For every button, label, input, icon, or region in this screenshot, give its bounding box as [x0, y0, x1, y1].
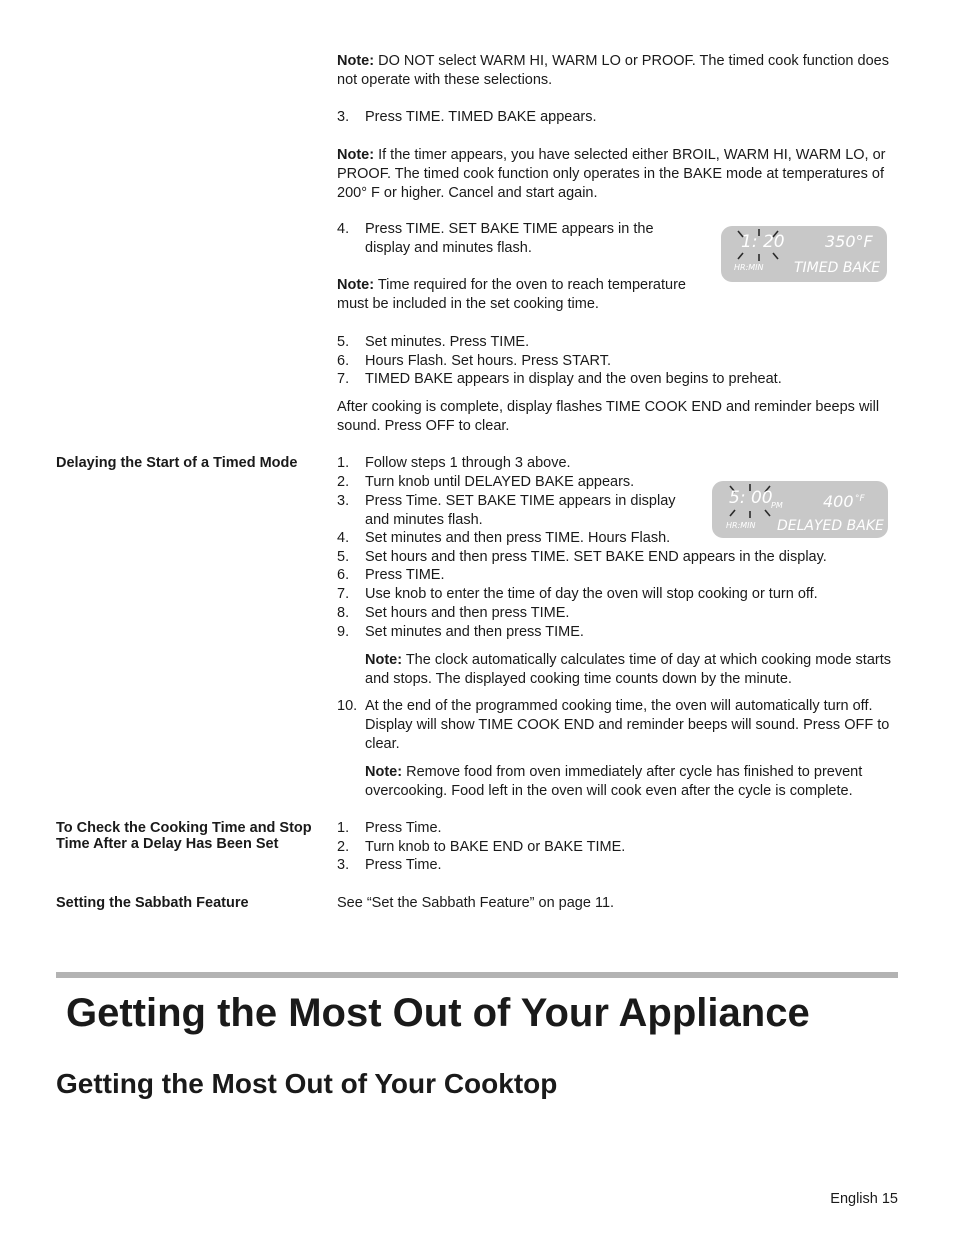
step-number: 4.	[337, 221, 350, 237]
heading-sabbath-feature: Setting the Sabbath Feature	[56, 895, 249, 911]
display-mode: TIMED BAKE	[794, 260, 881, 276]
note-text: Time required for the oven to reach temperature must be included in the set cooking time.	[337, 277, 686, 312]
step-text: Press TIME. SET BAKE TIME appears in the display and minutes flash.	[365, 221, 654, 256]
step-number: 9.	[337, 624, 350, 640]
note-warm-proof	[337, 52, 899, 90]
step-number: 7.	[337, 586, 350, 602]
step-number: 2.	[337, 839, 350, 855]
step-number: 1.	[337, 455, 350, 471]
section-title: Getting the Most Out of Your Appliance	[66, 991, 810, 1035]
step-text: Press Time.	[365, 857, 442, 873]
step-text: TIMED BAKE appears in display and the oven begins to preheat.	[365, 371, 782, 387]
step-text: Follow steps 1 through 3 above.	[365, 455, 571, 471]
step-number: 10.	[337, 698, 358, 714]
section-divider	[56, 972, 898, 978]
page-footer: English 15	[830, 1191, 898, 1207]
step-number: 7.	[337, 371, 350, 387]
oven-display-delayed-bake	[712, 481, 888, 538]
display-time: 5: 00	[729, 488, 773, 508]
step-text: Hours Flash. Set hours. Press START.	[365, 353, 612, 369]
step-text: Turn knob to BAKE END or BAKE TIME.	[365, 839, 626, 855]
oven-display-timed-bake	[721, 226, 887, 282]
note-text: The clock automatically calculates time of day at which cooking mode starts and stops. The displayed cooking time counts down by the minute.	[365, 652, 891, 687]
note-clock-calculates	[365, 651, 899, 689]
step-number: 3.	[337, 857, 350, 873]
display-pm: PM	[771, 501, 783, 510]
note-remove-food	[365, 763, 899, 801]
step-text: Set minutes and then press TIME. Hours Flash.	[365, 530, 671, 546]
display-time: 1: 20	[741, 232, 785, 252]
step-text: Set hours and then press TIME. SET BAKE END appears in the display.	[365, 549, 827, 565]
step-number: 6.	[337, 353, 350, 369]
note-text: Remove food from oven immediately after cycle has finished to prevent overcooking. Food left in the oven will cook even after the cycle is complete.	[365, 764, 863, 799]
step-text: Press Time.	[365, 820, 442, 836]
step-text: At the end of the programmed cooking time, the oven will automatically turn off. Display will show TIME COOK END and reminder beeps will sound. Press OFF to clear.	[365, 698, 890, 752]
display-unit: HR:MIN	[734, 263, 764, 272]
subsection-title: Getting the Most Out of Your Cooktop	[56, 1068, 558, 1099]
note-preheat-time	[337, 276, 697, 314]
note-label: Note:	[337, 277, 375, 293]
display-degree: °F	[855, 494, 865, 504]
step-text: Press Time. SET BAKE TIME appears in display and minutes flash.	[365, 493, 676, 528]
step-text: Set minutes. Press TIME.	[365, 334, 530, 350]
step-text: Press TIME. TIMED BAKE appears.	[365, 109, 597, 125]
step-number: 3.	[337, 493, 350, 509]
note-label: Note:	[337, 53, 375, 69]
step-text: Set hours and then press TIME.	[365, 605, 570, 621]
after-cooking-paragraph: After cooking is complete, display flashes TIME COOK END and reminder beeps will sound. Press OFF to clear.	[337, 399, 880, 434]
step-text: Use knob to enter the time of day the oven will stop cooking or turn off.	[365, 586, 818, 602]
note-text: If the timer appears, you have selected either BROIL, WARM HI, WARM LO, or PROOF. The timed cook function only operates in the BAKE mode at temperatures of 200° F or higher. Cancel and start again.	[337, 147, 886, 201]
step-text: Turn knob until DELAYED BAKE appears.	[365, 474, 635, 490]
display-temperature: 350°F	[825, 232, 873, 251]
heading-check-cooking-time: To Check the Cooking Time and Stop Time After a Delay Has Been Set	[56, 820, 312, 852]
note-label: Note:	[337, 147, 375, 163]
step-number: 5.	[337, 334, 350, 350]
step-text: Set minutes and then press TIME.	[365, 624, 584, 640]
sabbath-reference: See “Set the Sabbath Feature” on page 11.	[337, 895, 615, 911]
display-mode: DELAYED BAKE	[777, 518, 884, 534]
note-text: DO NOT select WARM HI, WARM LO or PROOF. The timed cook function does not operate with these selections.	[337, 53, 889, 88]
step-number: 3.	[337, 109, 350, 125]
step-number: 4.	[337, 530, 350, 546]
heading-delaying-start: Delaying the Start of a Timed Mode	[56, 455, 298, 471]
step-text: Press TIME.	[365, 567, 445, 583]
display-unit: HR:MIN	[726, 521, 756, 530]
step-number: 8.	[337, 605, 350, 621]
note-label: Note:	[365, 652, 403, 668]
step-number: 2.	[337, 474, 350, 490]
display-temperature: 400	[823, 492, 854, 511]
step-number: 5.	[337, 549, 350, 565]
step-number: 6.	[337, 567, 350, 583]
note-timer-appears	[337, 146, 899, 203]
step-number: 1.	[337, 820, 350, 836]
note-label: Note:	[365, 764, 403, 780]
